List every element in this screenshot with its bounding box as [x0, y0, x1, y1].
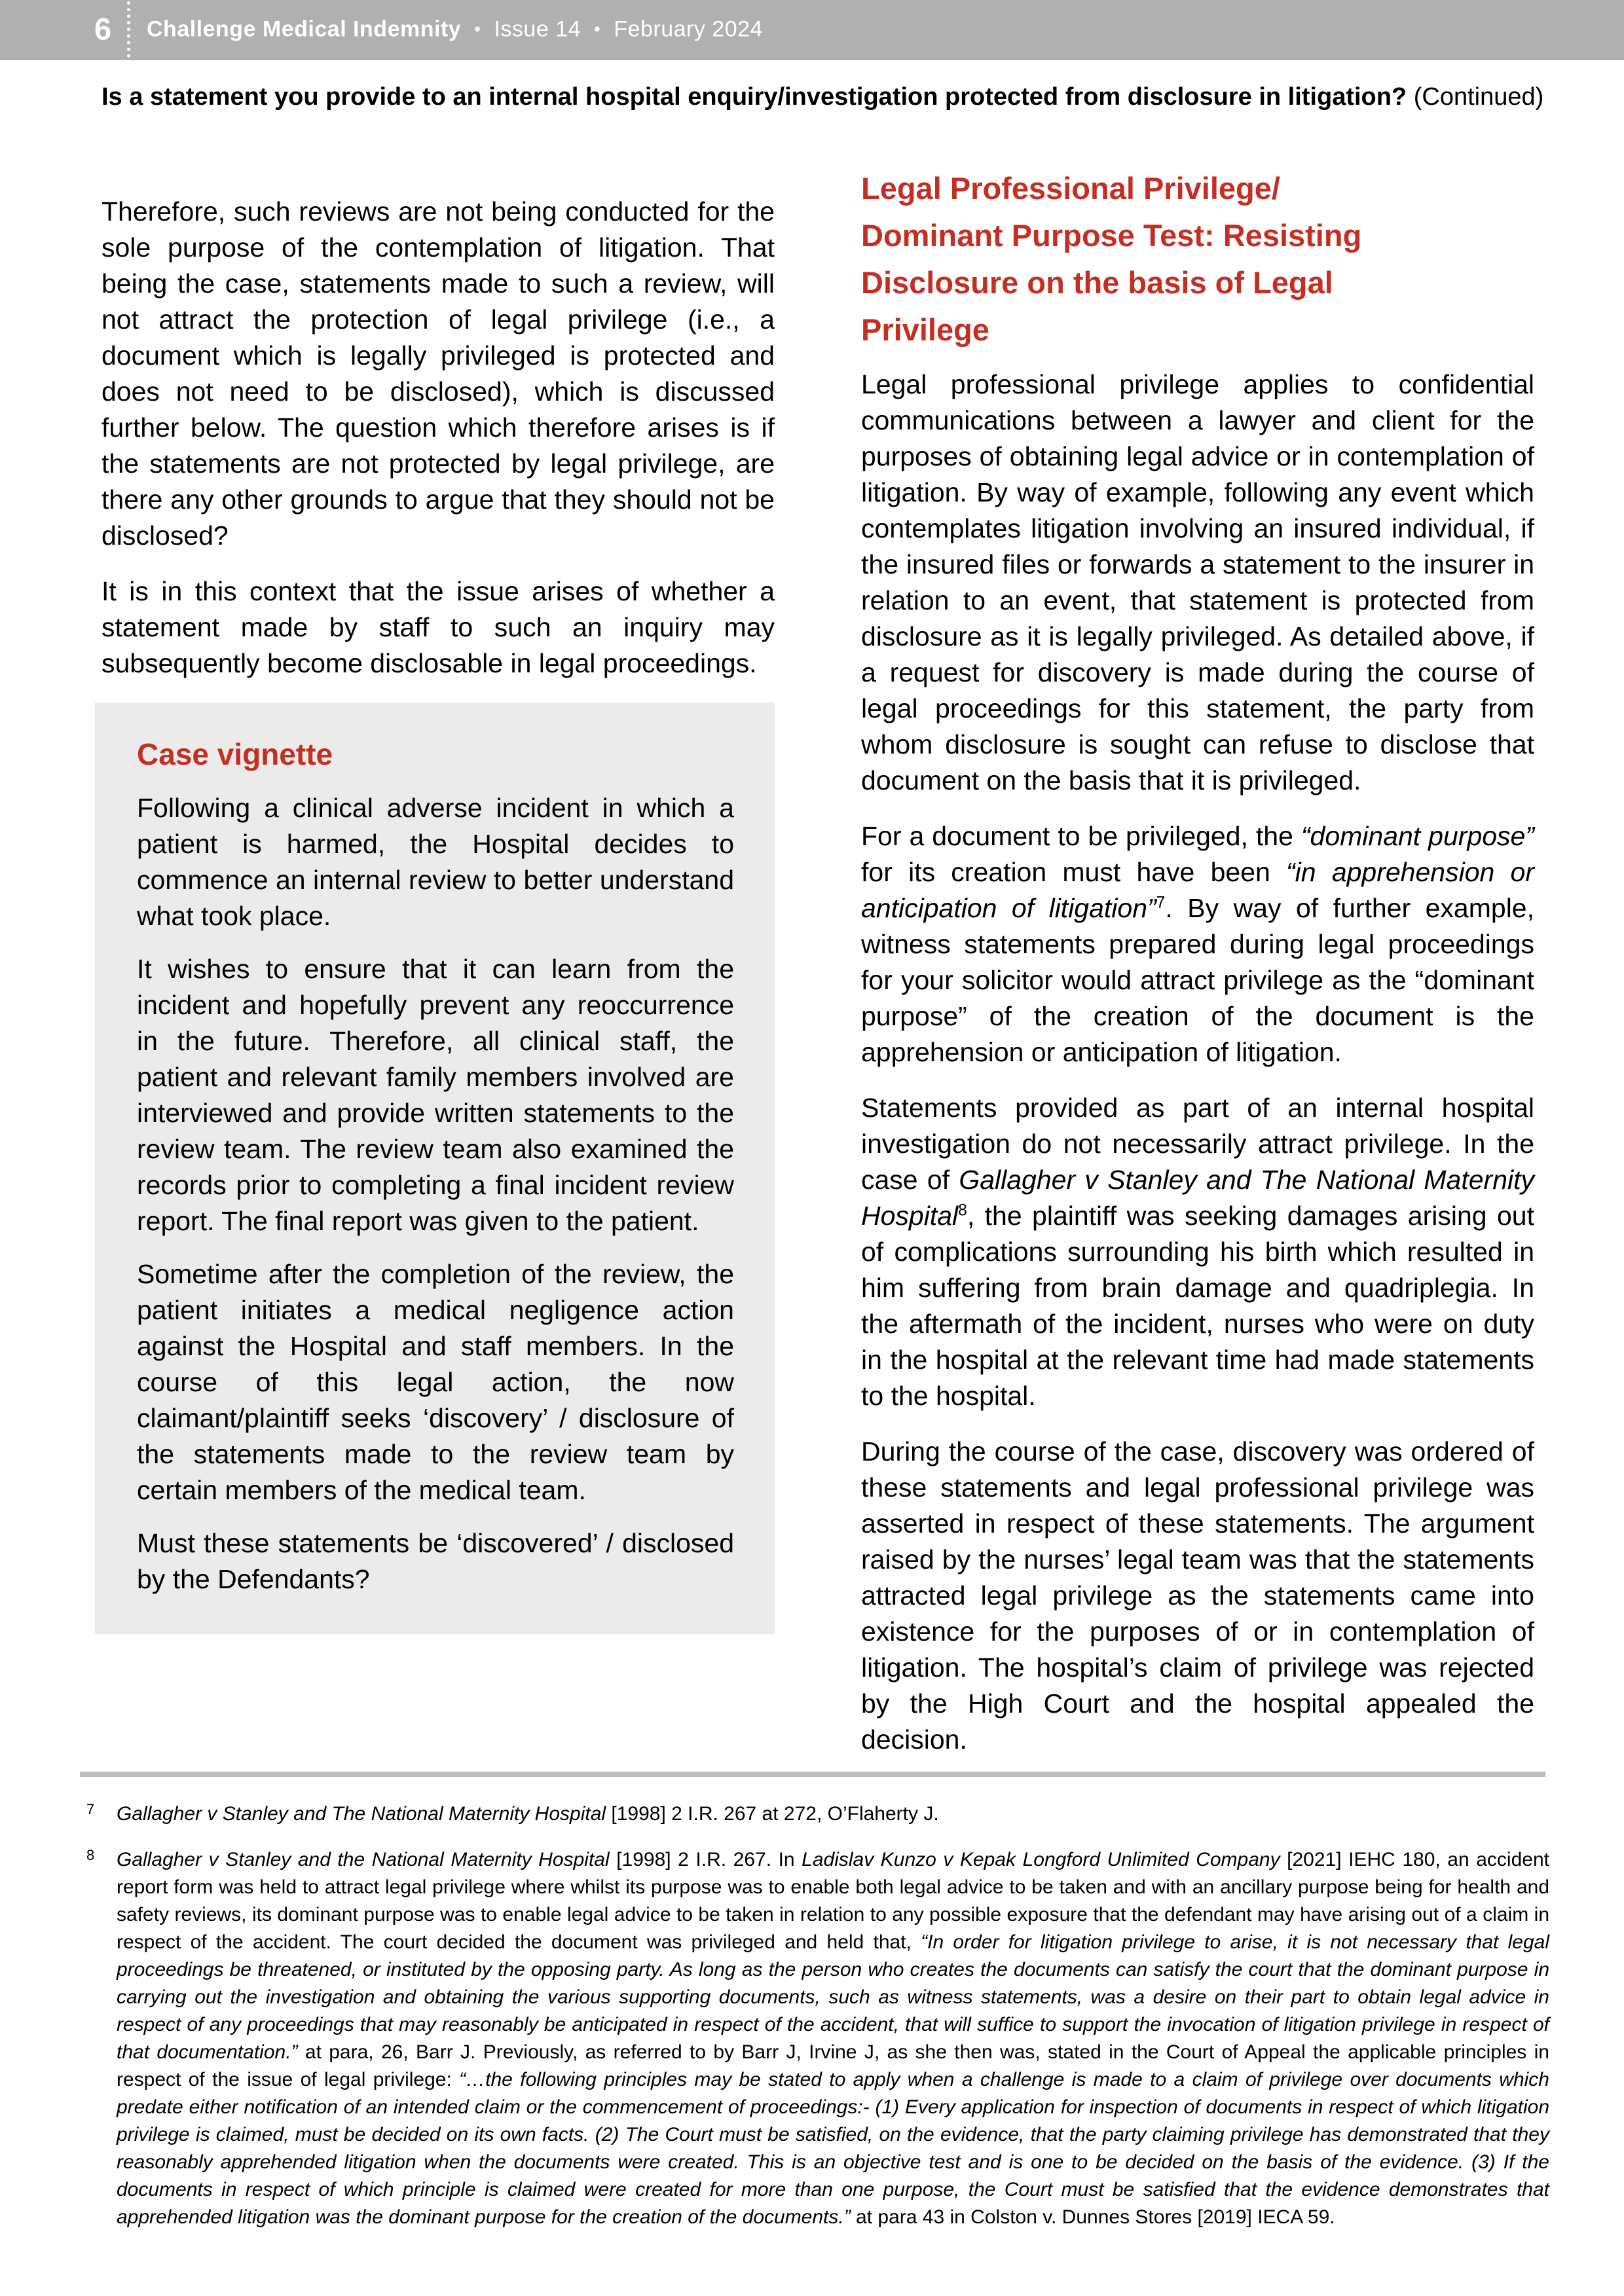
headline-continued-label: (Continued) [1407, 83, 1544, 111]
footnote-text: Gallagher v Stanley and the National Maternity Hospital [1998] 2 I.R. 267. In Ladislav Kunzo v Kepak Longford Unlimited Company [2021] IEHC 180, an accident report form was held to attract legal privilege where whilst its purpose was to enable both legal advice to be taken and with an ancillary purpose being for health and safety reviews, its dominant purpose was to enable legal advice to be taken in relation to any possible exposure that the defendant may have arising out of a claim in respect of the accident. The court decided the document was privileged and held that, “In order for litigation privilege to arise, it is not necessary that legal proceedings be threatened, or instituted by the opposing party. As long as the person who creates the documents can satisfy the court that the dominant purpose in carrying out the investigation and obtaining the various supporting documents, such as witness statements, was a desire on their part to obtain legal advice in respect of any proceedings that may reasonably be anticipated in respect of the accident, that will suffice to support the invocation of litigation privilege in respect of that documentation.” at para, 26, Barr J. Previously, as referred to by Barr J, Irvine J, as she then was, stated in the Court of Appeal the applicable principles in respect of the issue of legal privilege: “…the following principles may be stated to apply when a challenge is made to a claim of privilege over documents which predate either notification of an intended claim or the commencement of proceedings:- (1) Every application for inspection of documents in respect of which litigation privilege is claimed, must be decided on its own facts. (2) The Court must be satisfied, on the evidence, that the party claiming privilege has demonstrated that they reasonably apprehended litigation when the documents were created. This is an objective test and is one to be decided on the basis of the evidence. (3) If the documents in respect of which principle is claimed were created for more than one purpose, the Court must be satisfied that the evidence demonstrates that apprehended litigation was the dominant purpose for the creation of the documents.” at para 43 in Colston v. Dunnes Stores [2019] IECA 59. [117, 1849, 1550, 2228]
issue-label: Issue 14 [494, 16, 581, 42]
header-title [147, 17, 763, 43]
page-number: 6 [94, 11, 112, 46]
footnote-8 [85, 1846, 1549, 2231]
body-paragraph: For a document to be privileged, the “dominant purpose” for its creation must have been “in apprehension or anticipation of litigation”$^7$. By way of further example, witness statements prepared during legal proceedings for your solicitor would attract privilege as the “dominant purpose” of the creation of the document is the apprehension or anticipation of litigation. [861, 821, 1534, 1067]
case-vignette-paragraph: Sometime after the completion of the review, the patient initiates a medical negligence action against the Hospital and staff members. In the course of this legal action, the now claimant/plaintiff seeks ‘discovery’ / disclosure of the statements made to the review team by certain members of the medical team. [137, 1259, 734, 1505]
footnote-marker: 8 [86, 1847, 95, 1863]
article-headline [101, 81, 1568, 113]
brand-name: Challenge Medical Indemnity [147, 16, 462, 42]
case-vignette-title: Case vignette [137, 737, 333, 771]
right-column [861, 165, 1534, 1758]
body-paragraph: Therefore, such reviews are not being conducted for the sole purpose of the contemplation of litigation. That being the case, statements made to such a review, will not attract the protection of legal privilege (i.e., a document which is legally privileged is protected and does not need to be disclosed), which is discussed further below. The question which therefore arises is if the statements are not protected by legal privilege, are there any other grounds to argue that they should not be disclosed? [101, 196, 775, 551]
body-paragraph: Legal professional privilege applies to confidential communications between a lawyer and client for the purposes of obtaining legal advice or in contemplation of litigation. By way of example, following any event which contemplates litigation involving an insured individual, if the insured files or forwards a statement to the insurer in relation to an event, that statement is protected from disclosure as it is legally privileged. As detailed above, if a request for discovery is made during the course of legal proceedings for this statement, the party from whom disclosure is sought can refuse to disclose that document on the basis that it is privileged. [861, 369, 1534, 795]
footnote-rule [80, 1772, 1545, 1777]
header-bar [0, 0, 1624, 60]
body-paragraph: It is in this context that the issue arises of whether a statement made by staff to such an inquiry may subsequently become disclosable in legal proceedings. [101, 576, 775, 678]
bullet-separator: • [594, 18, 601, 39]
case-vignette-paragraph: Following a clinical adverse incident in which a patient is harmed, the Hospital decides to commence an internal review to better understand what took place. [137, 793, 734, 931]
header-dotted-divider [127, 1, 130, 64]
footnote-7 [85, 1800, 1549, 1828]
case-vignette-paragraph: Must these statements be ‘discovered’ / disclosed by the Defendants? [137, 1528, 734, 1594]
footnote-marker: 7 [86, 1801, 95, 1817]
case-vignette-paragraph: It wishes to ensure that it can learn from the incident and hopefully prevent any reoccurrence in the future. Therefore, all clinical staff, the patient and relevant family members involved are interviewed and provide written statements to the review team. The review team also examined the records prior to completing a final incident review report. The final report was given to the patient. [137, 954, 734, 1236]
case-vignette-box [95, 702, 775, 1634]
footnotes-section [85, 1800, 1549, 2250]
headline-question: Is a statement you provide to an internal hospital enquiry/investigation protected from disclosure in litigation? [101, 83, 1407, 111]
bullet-separator: • [474, 18, 481, 39]
issue-date: February 2024 [614, 16, 763, 42]
left-column [101, 194, 775, 1634]
footnote-text: Gallagher v Stanley and The National Maternity Hospital [1998] 2 I.R. 267 at 272, O’Flaherty J. [117, 1803, 939, 1825]
body-paragraph: During the course of the case, discovery was ordered of these statements and legal professional privilege was asserted in respect of these statements. The argument raised by the nurses’ legal team was that the statements attracted legal privilege as the statements came into existence for the purposes of or in contemplation of litigation. The hospital’s claim of privilege was rejected by the High Court and the hospital appealed the decision. [861, 1436, 1534, 1755]
body-paragraph: Statements provided as part of an internal hospital investigation do not necessarily attract privilege. In the case of Gallagher v Stanley and The National Maternity Hospital$^8$, the plaintiff was seeking damages arising out of complications surrounding his birth which resulted in him suffering from brain damage and quadriplegia. In the aftermath of the incident, nurses who were on duty in the hospital at the relevant time had made statements to the hospital. [861, 1093, 1534, 1411]
section-heading: Legal Professional Privilege/ Dominant Purpose Test: Resisting Disclosure on the basis of Legal Privilege [861, 171, 1362, 347]
